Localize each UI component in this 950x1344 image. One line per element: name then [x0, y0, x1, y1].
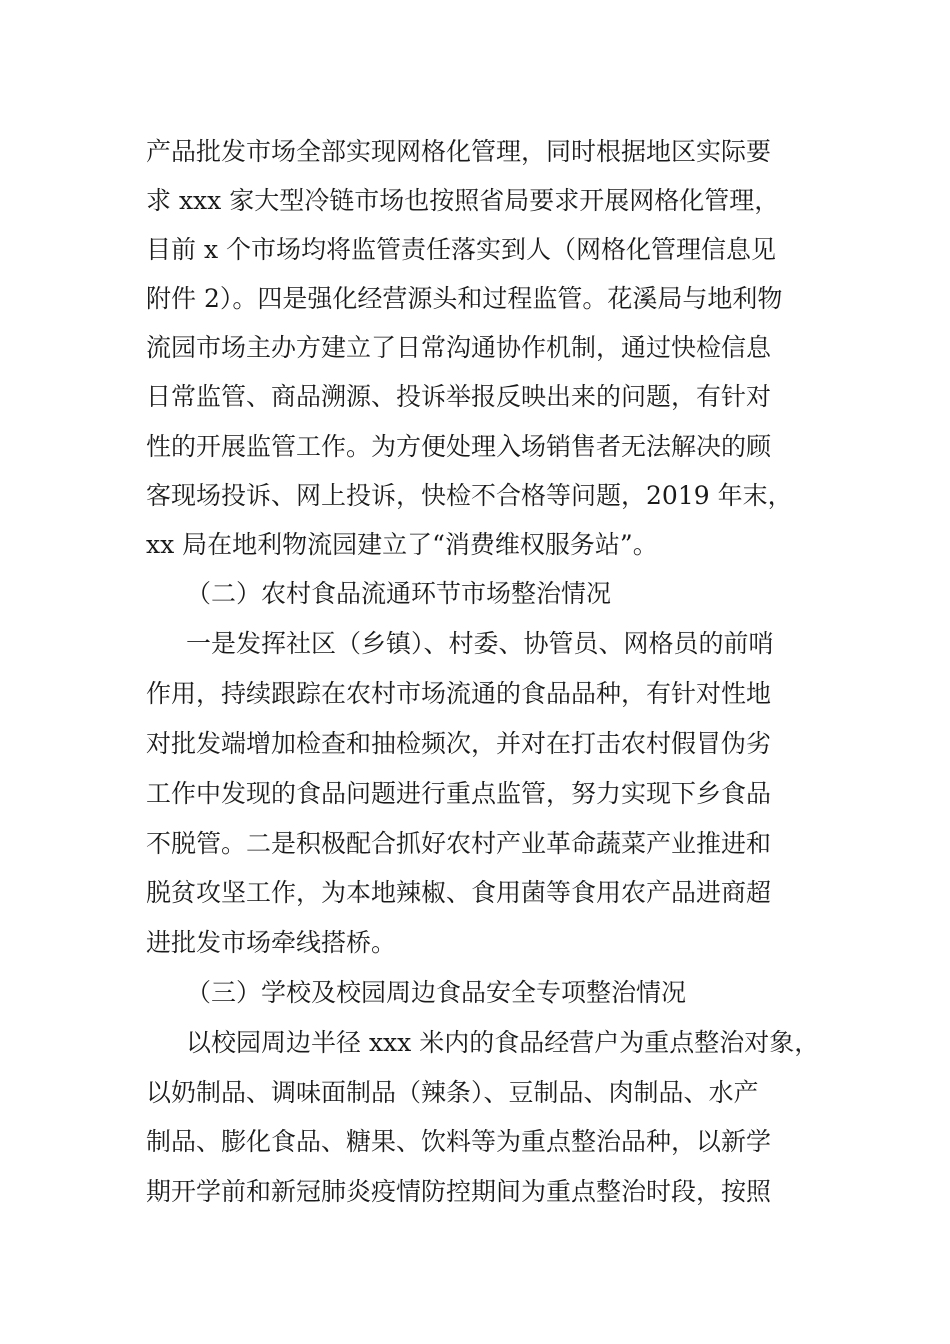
paragraph-line: 作用，持续跟踪在农村市场流通的食品品种，有针对性地	[146, 679, 772, 708]
paragraph-line: 工作中发现的食品问题进行重点监管，努力实现下乡食品	[146, 779, 772, 808]
paragraph-line: 流园市场主办方建立了日常沟通协作机制，通过快检信息	[146, 333, 772, 362]
paragraph-line: 进批发市场牵线搭桥。	[146, 928, 397, 957]
paragraph-line: 以校园周边半径 xxx 米内的食品经营户为重点整治对象，	[186, 1028, 820, 1057]
paragraph-line: 性的开展监管工作。为方便处理入场销售者无法解决的顾	[146, 432, 772, 461]
paragraph-line: 产品批发市场全部实现网格化管理，同时根据地区实际要	[146, 137, 772, 166]
paragraph-line: 日常监管、商品溯源、投诉举报反映出来的问题，有针对	[146, 382, 772, 411]
paragraph-line: 求 xxx 家大型冷链市场也按照省局要求开展网格化管理，	[146, 186, 780, 215]
paragraph-line: 不脱管。二是积极配合抓好农村产业革命蔬菜产业推进和	[146, 829, 772, 858]
paragraph-line: 客现场投诉、网上投诉，快检不合格等问题，2019 年末，	[146, 481, 793, 510]
paragraph-line: 附件 2）。四是强化经营源头和过程监管。花溪局与地利物	[146, 284, 783, 313]
paragraph-line: 期开学前和新冠肺炎疫情防控期间为重点整治时段，按照	[146, 1177, 772, 1206]
paragraph-line: 脱贫攻坚工作，为本地辣椒、食用菌等食用农产品进商超	[146, 878, 772, 907]
paragraph-line: 目前 x 个市场均将监管责任落实到人（网格化管理信息见	[146, 235, 776, 264]
section-heading-2: （二）农村食品流通环节市场整治情况	[186, 579, 612, 608]
paragraph-line: 以奶制品、调味面制品（辣条）、豆制品、肉制品、水产	[146, 1078, 759, 1107]
paragraph-line: 一是发挥社区（乡镇）、村委、协管员、网格员的前哨	[186, 629, 774, 658]
paragraph-line: xx 局在地利物流园建立了“消费维权服务站”。	[146, 530, 658, 559]
paragraph-line: 对批发端增加检查和抽检频次，并对在打击农村假冒伪劣	[146, 729, 772, 758]
section-heading-3: （三）学校及校园周边食品安全专项整治情况	[186, 978, 687, 1007]
paragraph-line: 制品、膨化食品、糖果、饮料等为重点整治品种，以新学	[146, 1127, 772, 1156]
